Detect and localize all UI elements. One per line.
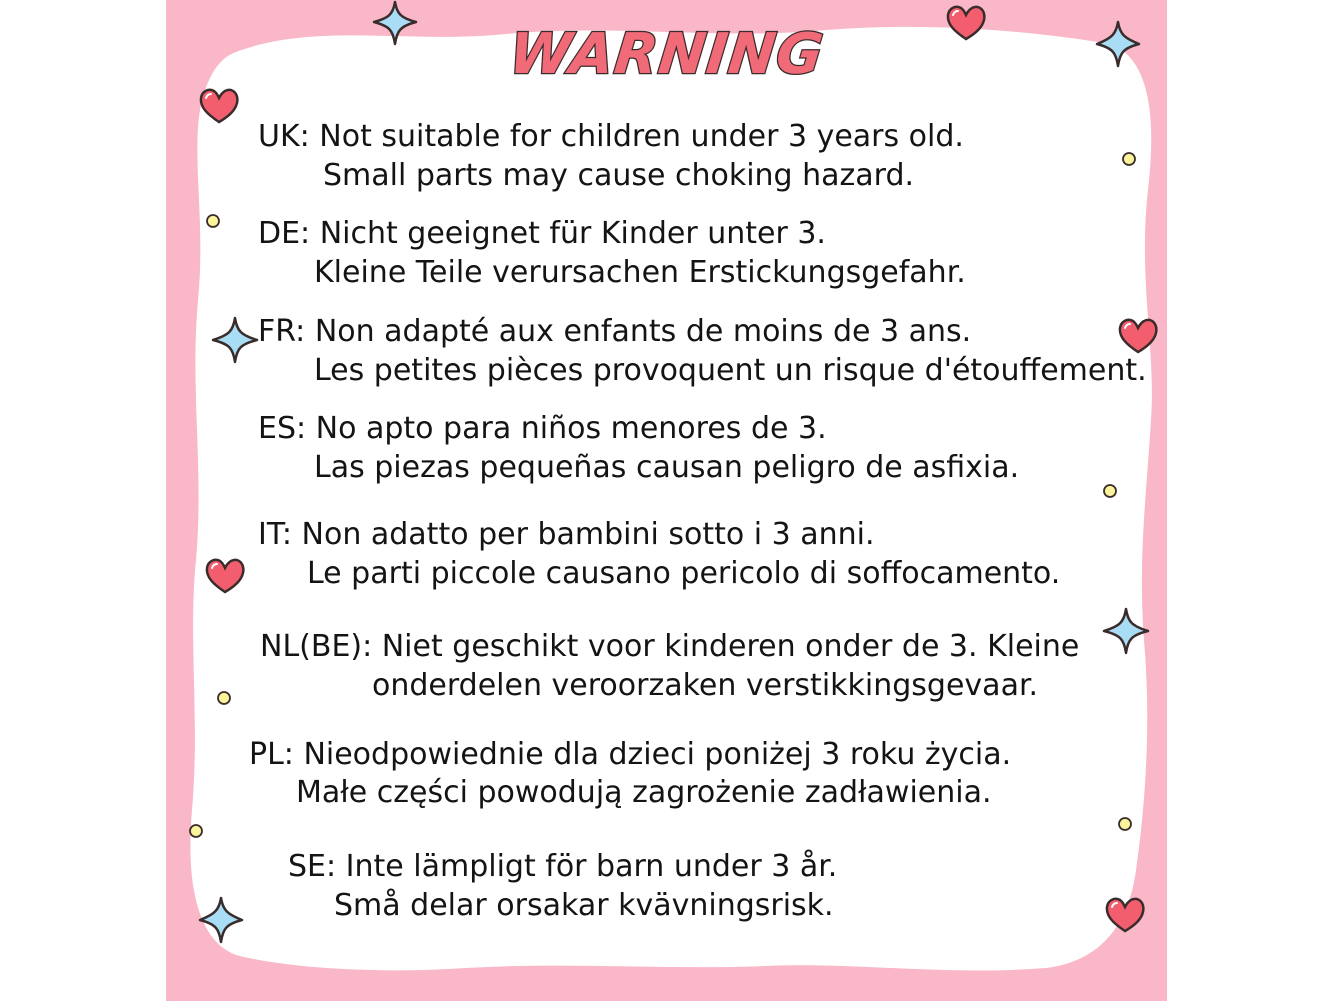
sparkle-star-icon xyxy=(210,316,260,364)
heart-icon xyxy=(944,3,988,43)
warning-it-line1: IT: Non adatto per bambini sotto i 3 anni. xyxy=(258,517,875,552)
sparkle-star-icon xyxy=(1094,20,1142,68)
warning-pl-line1: PL: Nieodpowiednie dla dzieci poniżej 3 roku życia. xyxy=(249,737,1012,772)
heart-icon xyxy=(1103,895,1147,935)
warning-se-line2: Små delar orsakar kvävningsrisk. xyxy=(334,888,834,923)
heart-icon xyxy=(1116,316,1160,356)
warning-de-line2: Kleine Teile verursachen Erstickungsgefahr. xyxy=(314,255,966,290)
warning-uk-line1: UK: Not suitable for children under 3 years old. xyxy=(258,119,964,154)
warning-de-line1: DE: Nicht geeignet für Kinder unter 3. xyxy=(258,216,826,251)
warning-fr-line1: FR: Non adapté aux enfants de moins de 3 ans. xyxy=(258,314,972,349)
warning-title: WARNING xyxy=(506,22,827,87)
warning-it-line2: Le parti piccole causano pericolo di soffocamento. xyxy=(307,556,1061,591)
warning-card xyxy=(166,0,1167,1001)
dot-icon xyxy=(205,213,221,229)
dot-icon xyxy=(1121,151,1137,167)
warning-nl-line2: onderdelen veroorzaken verstikkingsgevaar. xyxy=(372,668,1039,703)
sparkle-star-icon xyxy=(197,896,245,944)
dot-icon xyxy=(1117,816,1133,832)
dot-icon xyxy=(188,823,204,839)
sparkle-star-icon xyxy=(1101,607,1151,655)
warning-fr-line2: Les petites pièces provoquent un risque d'étouffement. xyxy=(314,353,1147,388)
warning-se-line1: SE: Inte lämpligt för barn under 3 år. xyxy=(288,849,838,884)
warning-uk-line2: Small parts may cause choking hazard. xyxy=(323,158,915,193)
heart-icon xyxy=(203,556,247,596)
warning-es-line1: ES: No apto para niños menores de 3. xyxy=(258,411,827,446)
warning-nl-line1: NL(BE): Niet geschikt voor kinderen onder de 3. Kleine xyxy=(260,629,1080,664)
warning-pl-line2: Małe części powodują zagrożenie zadławienia. xyxy=(296,775,992,810)
warning-es-line2: Las piezas pequeñas causan peligro de asfixia. xyxy=(314,450,1020,485)
dot-icon xyxy=(1102,483,1118,499)
sparkle-star-icon xyxy=(371,0,419,46)
heart-icon xyxy=(197,86,241,126)
dot-icon xyxy=(216,690,232,706)
